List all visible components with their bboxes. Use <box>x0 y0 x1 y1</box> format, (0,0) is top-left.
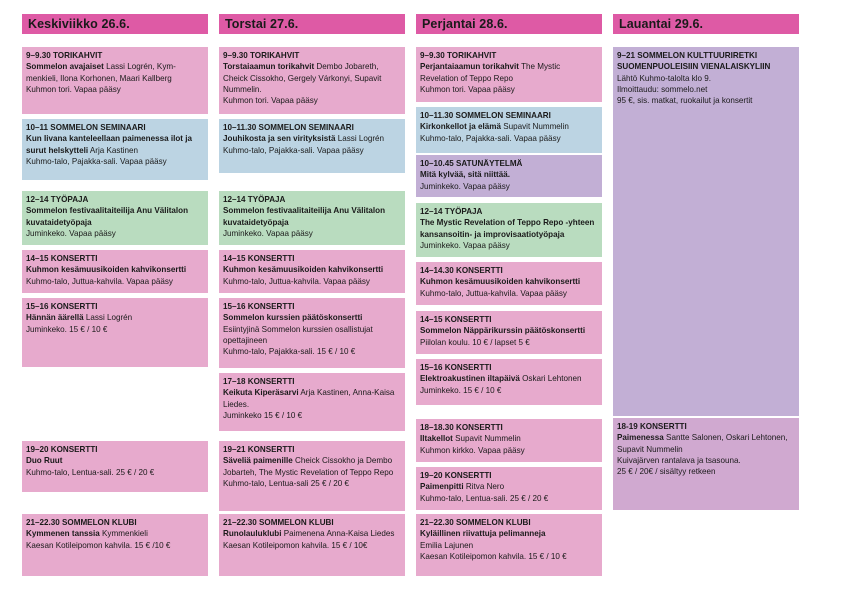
event-venue: Juminkeko. Vapaa pääsy <box>223 228 313 238</box>
event-venue: Kuhmon kirkko. Vapaa pääsy <box>420 445 525 455</box>
event-venue: Kuhmo-talo, Juttua-kahvila. Vapaa pääsy <box>26 276 173 286</box>
event-card <box>416 47 602 102</box>
event-card <box>613 418 799 510</box>
event-title: Sommelon Näppärikurssin päätöskonsertti <box>420 326 586 336</box>
event-heading: 12–14 TYÖPAJA <box>420 207 483 216</box>
event-venue: Kaesan Kotileipomon kahvila. 15 € / 10€ <box>223 540 368 550</box>
event-performers: Emilia Lajunen <box>420 540 474 550</box>
event-title: Kyläillinen riivattuja pelimanneja <box>420 529 546 539</box>
event-heading: 21–22.30 SOMMELON KLUBI <box>26 518 137 527</box>
event-title: Sommelon festivaalitaiteilija Anu Välitalon kuvataidetyöpaja <box>26 206 189 227</box>
event-venue: Juminkeko 15 € / 10 € <box>223 410 303 420</box>
event-performers: Lassi Logrén <box>83 313 133 323</box>
event-title: Sommelon festivaalitaiteilija Anu Välitalon kuvataidetyöpaja <box>223 206 386 227</box>
event-heading: 19–20 KONSERTTI <box>26 445 98 454</box>
event-card <box>219 514 405 576</box>
event-heading: 10–11 SOMMELON SEMINAARI <box>26 123 146 132</box>
event-heading: 12–14 TYÖPAJA <box>26 195 89 204</box>
event-card <box>22 119 208 180</box>
event-title: Kuhmon kesämuusikoiden kahvikonsertti <box>420 277 581 287</box>
event-price: 25 € / 20€ / sisältyy retkeen <box>617 467 716 477</box>
event-title: Mitä kylvää, sitä niittää. <box>420 170 510 180</box>
event-card <box>416 467 602 510</box>
event-heading: 15–16 KONSERTTI <box>420 363 492 372</box>
event-card <box>22 514 208 576</box>
event-performers: Dembo Jobareth, Cheick Cissokho, Gergely Várkonyi, Supavit Nummelin. <box>223 62 382 94</box>
event-performers: Cheick Cissokho ja Dembo Jobarteh, The Mystic Revelation of Teppo Repo <box>223 456 394 477</box>
day-header-thursday: Torstai 27.6. <box>219 14 405 34</box>
event-heading: 10–11.30 SOMMELON SEMINAARI <box>420 111 551 120</box>
event-venue: Juminkeko. Vapaa pääsy <box>420 181 510 191</box>
event-registration: Ilmoittaudu: sommelo.net <box>617 84 708 94</box>
event-card <box>416 419 602 462</box>
event-title: Iltakellot <box>420 434 453 444</box>
event-title: Runolauluklubi <box>223 529 282 539</box>
event-card <box>219 441 405 511</box>
event-heading: 18–18.30 KONSERTTI <box>420 423 503 432</box>
event-performers: Lassi Logrén <box>335 134 385 144</box>
event-title: Kymmenen tanssia <box>26 529 100 539</box>
event-heading: 9–9.30 TORIKAHVIT <box>420 51 497 60</box>
event-venue: Kuhmo-talo, Lentua-sali. 25 € / 20 € <box>420 493 549 503</box>
event-title: Kirkonkellot ja elämä <box>420 122 501 132</box>
event-venue: Kuhmo-talo, Pajakka-sali. Vapaa pääsy <box>420 133 561 143</box>
event-card <box>22 191 208 245</box>
event-card <box>219 119 405 173</box>
event-heading: 21–22.30 SOMMELON KLUBI <box>420 518 531 527</box>
event-performers: Santte Salonen, Oskari Lehtonen, Supavit Nummelin <box>617 433 788 454</box>
day-header-saturday: Lauantai 29.6. <box>613 14 799 34</box>
event-title: Perjantaiaamun torikahvit <box>420 62 519 72</box>
event-heading: 15–16 KONSERTTI <box>26 302 98 311</box>
event-title: Sommelon avajaiset <box>26 62 104 72</box>
event-venue: Kaesan Kotileipomon kahvila. 15 € / 10 € <box>420 551 567 561</box>
event-performers: The Mystic Revelation of Teppo Repo <box>420 62 561 83</box>
event-performers: Ritva Nero <box>463 482 505 492</box>
event-title: Hännän äärellä <box>26 313 84 323</box>
event-venue: Kuhmo-talo, Pajakka-sali. Vapaa pääsy <box>223 145 364 155</box>
event-card <box>416 155 602 197</box>
event-card <box>22 441 208 492</box>
event-venue: Juminkeko. 15 € / 10 € <box>420 385 502 395</box>
event-performers: Supavit Nummelin <box>500 122 569 132</box>
event-heading: 14–14.30 KONSERTTI <box>420 266 503 275</box>
event-card <box>613 47 799 416</box>
event-price: 95 €, sis. matkat, ruokailut ja konsertit <box>617 96 753 106</box>
event-heading: 15–16 KONSERTTI <box>223 302 295 311</box>
event-heading: 9–21 SOMMELON KULTTUURIRETKI SUOMENPUOLEISIIN VIENALAISKYLIIN <box>617 51 771 72</box>
event-venue: Kuhmo-talo, Lentua-sali 25 € / 20 € <box>223 478 349 488</box>
event-heading: 18-19 KONSERTTI <box>617 422 687 431</box>
event-title: Kuhmon kesämuusikoiden kahvikonsertti <box>26 265 187 275</box>
event-card <box>416 514 602 576</box>
event-card <box>22 298 208 367</box>
event-heading: 10–10.45 SATUNÄYTELMÄ <box>420 159 523 168</box>
event-card <box>416 359 602 405</box>
event-title: Torstaiaamun torikahvit <box>223 62 315 72</box>
event-venue: Kuhmo-talo, Juttua-kahvila. Vapaa pääsy <box>223 276 370 286</box>
event-heading: 10–11.30 SOMMELON SEMINAARI <box>223 123 354 132</box>
day-header-wednesday: Keskiviikko 26.6. <box>22 14 208 34</box>
event-title: Paimenpitti <box>420 482 464 492</box>
event-card <box>416 203 602 257</box>
event-venue: Juminkeko. Vapaa pääsy <box>26 228 116 238</box>
event-heading: 9–9.30 TORIKAHVIT <box>26 51 103 60</box>
event-venue: Kuhmo-talo, Pajakka-sali. Vapaa pääsy <box>26 156 167 166</box>
event-performers: Supavit Nummelin <box>452 434 521 444</box>
event-card <box>22 47 208 114</box>
event-departure: Lähtö Kuhmo-talolta klo 9. <box>617 73 712 83</box>
event-title: The Mystic Revelation of Teppo Repo -yhteen kansansoitin- ja improvisaatiotyöpaja <box>420 218 595 239</box>
event-heading: 12–14 TYÖPAJA <box>223 195 286 204</box>
event-heading: 9–9.30 TORIKAHVIT <box>223 51 300 60</box>
event-title: Sommelon kurssien päätöskonsertti <box>223 313 363 323</box>
event-card <box>219 373 405 431</box>
event-venue: Kuhmon tori. Vapaa pääsy <box>26 84 121 94</box>
event-venue: Juminkeko. 15 € / 10 € <box>26 324 108 334</box>
event-card <box>416 311 602 354</box>
event-card <box>219 298 405 368</box>
event-heading: 21–22.30 SOMMELON KLUBI <box>223 518 334 527</box>
event-performers: Arja Kastinen, Anna-Kaisa Liedes. <box>223 388 395 409</box>
event-card <box>416 107 602 153</box>
event-title: Duo Ruut <box>26 456 63 466</box>
event-venue: Piilolan koulu. 10 € / lapset 5 € <box>420 337 530 347</box>
event-card <box>219 191 405 245</box>
event-performers: Lassi Logrén, Kym-menkieli, Ilona Korhonen, Maari Kallberg <box>26 62 176 83</box>
event-title: Kuhmon kesämuusikoiden kahvikonsertti <box>223 265 384 275</box>
event-heading: 19–20 KONSERTTI <box>420 471 492 480</box>
event-venue: Kaesan Kotileipomon kahvila. 15 € /10 € <box>26 540 171 550</box>
event-venue: Juminkeko. Vapaa pääsy <box>420 240 510 250</box>
event-heading: 14–15 KONSERTTI <box>420 315 492 324</box>
event-venue: Kuhmon tori. Vapaa pääsy <box>420 84 515 94</box>
event-venue: Kuhmo-talo, Lentua-sali. 25 € / 20 € <box>26 467 155 477</box>
event-card <box>219 250 405 293</box>
event-card <box>219 47 405 114</box>
event-venue: Kuhmo-talo, Juttua-kahvila. Vapaa pääsy <box>420 288 567 298</box>
event-card <box>416 262 602 305</box>
day-header-friday: Perjantai 28.6. <box>416 14 602 34</box>
event-heading: 19–21 KONSERTTI <box>223 445 295 454</box>
event-venue: Kuhmo-talo, Pajakka-sali. 15 € / 10 € <box>223 347 356 357</box>
event-venue: Kuivajärven rantalava ja tsasouna. <box>617 455 741 465</box>
event-performers: Paimenena Anna-Kaisa Liedes <box>281 529 395 539</box>
event-title: Keikuta Kiperäsarvi <box>223 388 299 398</box>
event-venue: Kuhmon tori. Vapaa pääsy <box>223 96 318 106</box>
event-heading: 14–15 KONSERTTI <box>223 254 295 263</box>
event-card <box>22 250 208 293</box>
event-performers: Arja Kastinen <box>88 145 139 155</box>
event-title: Kun Iivana kanteleellaan paimenessa ilot ja surut helskytteli <box>26 134 192 155</box>
event-title: Säveliä paimenille <box>223 456 293 466</box>
event-heading: 14–15 KONSERTTI <box>26 254 98 263</box>
event-performers: Kymmenkieli <box>99 529 148 539</box>
event-performers: Oskari Lehtonen <box>519 374 582 384</box>
event-performers: Esiintyjinä Sommelon kurssien osallistujat opettajineen <box>223 324 373 345</box>
event-heading: 17–18 KONSERTTI <box>223 377 295 386</box>
event-title: Elektroakustinen iltapäivä <box>420 374 520 384</box>
event-title: Jouhikosta ja sen virityksistä <box>223 134 336 144</box>
event-title: Paimenessa <box>617 433 664 443</box>
